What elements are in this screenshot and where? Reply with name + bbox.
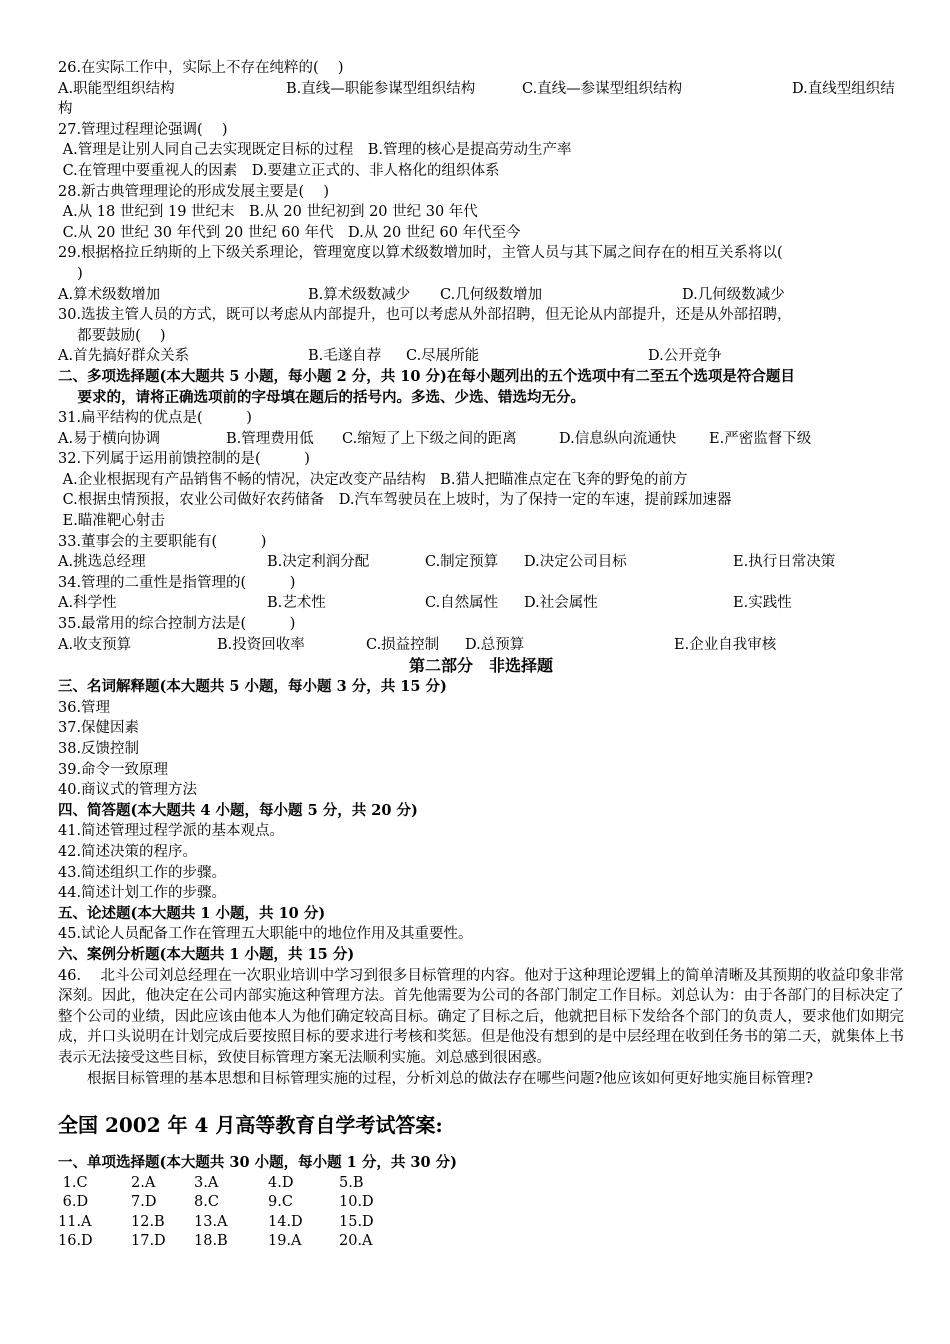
- section-2-heading: 二、多项选择题(本大题共 5 小题，每小题 2 分，共 10 分)在每小题列出的五个选项中有二至五个选项是符合题目: [58, 367, 795, 385]
- answer-cell: 5.B: [339, 1174, 364, 1191]
- option-d: D.总预算: [465, 636, 525, 653]
- question-32-options-line2: C.根据虫情预报，农业公司做好农药储备 D.汽车驾驶员在上坡时，为了保持一定的车速，提前踩加速器: [58, 492, 732, 509]
- answer-cell: 11.A: [58, 1213, 92, 1230]
- option-c: C.自然属性: [425, 595, 499, 612]
- question-32-options-line3: E.瞄准靶心射击: [58, 513, 165, 530]
- answer-cell: 4.D: [268, 1174, 294, 1191]
- option-b: B.直线—职能参谋型组织结构: [286, 80, 476, 97]
- essay-item: 45.试论人员配备工作在管理五大职能中的地位作用及其重要性。: [58, 926, 473, 943]
- answer-row: [58, 1232, 904, 1252]
- section-4-heading: 四、简答题(本大题共 4 小题，每小题 5 分，共 20 分): [58, 801, 418, 819]
- option-c: C.直线—参谋型组织结构: [522, 80, 683, 97]
- option-e: E.执行日常决策: [733, 554, 836, 571]
- question-35-stem: 35.最常用的综合控制方法是( ): [58, 616, 296, 633]
- question-28-options-line1: A.从 18 世纪到 19 世纪末 B.从 20 世纪初到 20 世纪 30 年代: [58, 204, 478, 221]
- option-a: A.收支预算: [58, 636, 132, 653]
- answer-cell: 6.D: [58, 1194, 89, 1211]
- short-answer-item: 43.简述组织工作的步骤。: [58, 864, 227, 881]
- answer-cell: 1.C: [58, 1174, 88, 1191]
- term-item: 37.保健因素: [58, 720, 140, 737]
- answer-cell: 3.A: [194, 1174, 219, 1191]
- answer-row: [58, 1213, 904, 1233]
- question-29-options: [58, 285, 904, 306]
- term-item: 40.商议式的管理方法: [58, 782, 198, 799]
- option-a: A.算术级数增加: [58, 286, 161, 303]
- option-b: B.算术级数减少: [308, 286, 411, 303]
- question-31-stem: 31.扁平结构的优点是( ): [58, 410, 252, 427]
- question-29-stem: 29.根据格拉丘纳斯的上下级关系理论，管理宽度以算术级数增加时，主管人员与其下属之间存在的相互关系将以(: [58, 245, 783, 262]
- answer-cell: 14.D: [268, 1213, 303, 1230]
- answers-title: 全国 2002 年 4 月高等教育自学考试答案:: [58, 1113, 443, 1138]
- answer-cell: 16.D: [58, 1233, 93, 1250]
- question-30-stem: 30.选拔主管人员的方式，既可以考虑从内部提升，也可以考虑从外部招聘，但无论从内部提升，还是从外部招聘，: [58, 307, 792, 324]
- question-33-options: [58, 552, 904, 573]
- question-35-options: [58, 635, 904, 656]
- option-b: B.毛遂自荐: [308, 348, 382, 365]
- option-b: B.艺术性: [267, 595, 326, 612]
- option-d: D.直线型组织结: [792, 80, 895, 97]
- option-d: D.信息纵向流通快: [559, 430, 677, 447]
- question-26-options: [58, 79, 904, 100]
- answer-cell: 8.C: [194, 1194, 219, 1211]
- question-26-option-d-continued: 构: [58, 101, 73, 118]
- option-c: C.缩短了上下级之间的距离: [342, 430, 517, 447]
- option-c: C.损益控制: [366, 636, 440, 653]
- answer-cell: 19.A: [268, 1233, 302, 1250]
- option-a: A.挑选总经理: [58, 554, 146, 571]
- option-a: A.首先搞好群众关系: [58, 348, 190, 365]
- question-30-stem-continued: 都要鼓励( ): [58, 327, 166, 344]
- question-27-stem: 27.管理过程理论强调( ): [58, 121, 228, 138]
- option-a: A.科学性: [58, 595, 117, 612]
- answer-row: [58, 1174, 904, 1194]
- answer-cell: 17.D: [131, 1233, 166, 1250]
- question-34-options: [58, 593, 904, 614]
- short-answer-item: 42.简述决策的程序。: [58, 843, 198, 860]
- option-e: E.严密监督下级: [709, 430, 812, 447]
- answer-cell: 18.B: [194, 1233, 228, 1250]
- section-2-heading-continued: 要求的，请将正确选项前的字母填在题后的括号内。多选、少选、错选均无分。: [58, 388, 586, 406]
- answer-cell: 12.B: [131, 1213, 165, 1230]
- question-27-options-line1: A.管理是让别人同自己去实现既定目标的过程 B.管理的核心是提高劳动生产率: [58, 142, 572, 159]
- case-study-question: 根据目标管理的基本思想和目标管理实施的过程，分析刘总的做法存在哪些问题?他应该如何更好地实施目标管理?: [58, 1070, 814, 1087]
- option-b: B.投资回收率: [217, 636, 305, 653]
- section-6-heading: 六、案例分析题(本大题共 1 小题，共 15 分): [58, 945, 355, 963]
- answer-row: [58, 1193, 904, 1213]
- answer-cell: 10.D: [339, 1194, 374, 1211]
- question-28-options-line2: C.从 20 世纪 30 年代到 20 世纪 60 年代 D.从 20 世纪 60 年代至今: [58, 224, 521, 241]
- section-3-heading: 三、名词解释题(本大题共 5 小题，每小题 3 分，共 15 分): [58, 678, 447, 696]
- answers-section-heading: 一、单项选择题(本大题共 30 小题，每小题 1 分，共 30 分): [58, 1154, 457, 1172]
- option-c: C.制定预算: [425, 554, 499, 571]
- option-d: D.几何级数减少: [682, 286, 785, 303]
- part-2-title: 第二部分 非选择题: [408, 656, 553, 676]
- question-34-stem: 34.管理的二重性是指管理的( ): [58, 574, 296, 591]
- exam-page: [58, 58, 904, 1252]
- section-5-heading: 五、论述题(本大题共 1 小题，共 10 分): [58, 904, 326, 922]
- term-item: 39.命令一致原理: [58, 761, 169, 778]
- option-d: D.决定公司目标: [524, 554, 627, 571]
- question-31-options: [58, 429, 904, 450]
- question-32-options-line1: A.企业根据现有产品销售不畅的情况，决定改变产品结构 B.猎人把瞄准点定在飞奔的野兔的前方: [58, 471, 688, 488]
- answer-cell: 2.A: [131, 1174, 156, 1191]
- answer-cell: 7.D: [131, 1194, 157, 1211]
- option-c: C.尽展所能: [406, 348, 480, 365]
- question-27-options-line2: C.在管理中要重视人的因素 D.要建立正式的、非人格化的组织体系: [58, 162, 500, 179]
- question-29-stem-continued: ): [58, 265, 83, 282]
- option-e: E.企业自我审核: [674, 636, 777, 653]
- option-b: B.决定利润分配: [267, 554, 370, 571]
- option-d: D.公开竞争: [648, 348, 722, 365]
- option-d: D.社会属性: [524, 595, 598, 612]
- answer-cell: 9.C: [268, 1194, 293, 1211]
- question-33-stem: 33.董事会的主要职能有( ): [58, 533, 267, 550]
- short-answer-item: 41.简述管理过程学派的基本观点。: [58, 823, 285, 840]
- term-item: 36.管理: [58, 699, 111, 716]
- answer-cell: 15.D: [339, 1213, 374, 1230]
- option-e: E.实践性: [733, 595, 792, 612]
- option-b: B.管理费用低: [226, 430, 314, 447]
- option-a: A.易于横向协调: [58, 430, 161, 447]
- option-c: C.几何级数增加: [440, 286, 543, 303]
- short-answer-item: 44.简述计划工作的步骤。: [58, 885, 227, 902]
- question-28-stem: 28.新古典管理理论的形成发展主要是( ): [58, 183, 329, 200]
- case-study-paragraph: 46. 北斗公司刘总经理在一次职业培训中学习到很多目标管理的内容。他对于这种理论逻辑上的简单清晰及其预期的收益印象非常深刻。因此，他决定在公司内部实施这种管理方法。首先他需要为公司的各部门制定工作目标。刘总认为：由于各部门的目标决定了整个公司的业绩，因此应该由他本人为他们确定较高目标。确定了目标之后，他就把目标下发给各个部门的负责人，要求他们如期完成，并口头说明在计划完成后要按照目标的要求进行考核和奖惩。但是他没有想到的是中层经理在收到任务书的第二天，就集体上书表示无法接受这些目标，致使目标管理方案无法顺利实施。刘总感到很困惑。: [58, 967, 904, 1066]
- question-26-stem: 26.在实际工作中，实际上不存在纯粹的( ): [58, 60, 344, 76]
- option-a: A.职能型组织结构: [58, 80, 175, 97]
- term-item: 38.反馈控制: [58, 741, 140, 757]
- question-32-stem: 32.下列属于运用前馈控制的是( ): [58, 451, 310, 468]
- answer-cell: 13.A: [194, 1213, 228, 1230]
- question-30-options: [58, 346, 904, 367]
- answer-cell: 20.A: [339, 1233, 373, 1250]
